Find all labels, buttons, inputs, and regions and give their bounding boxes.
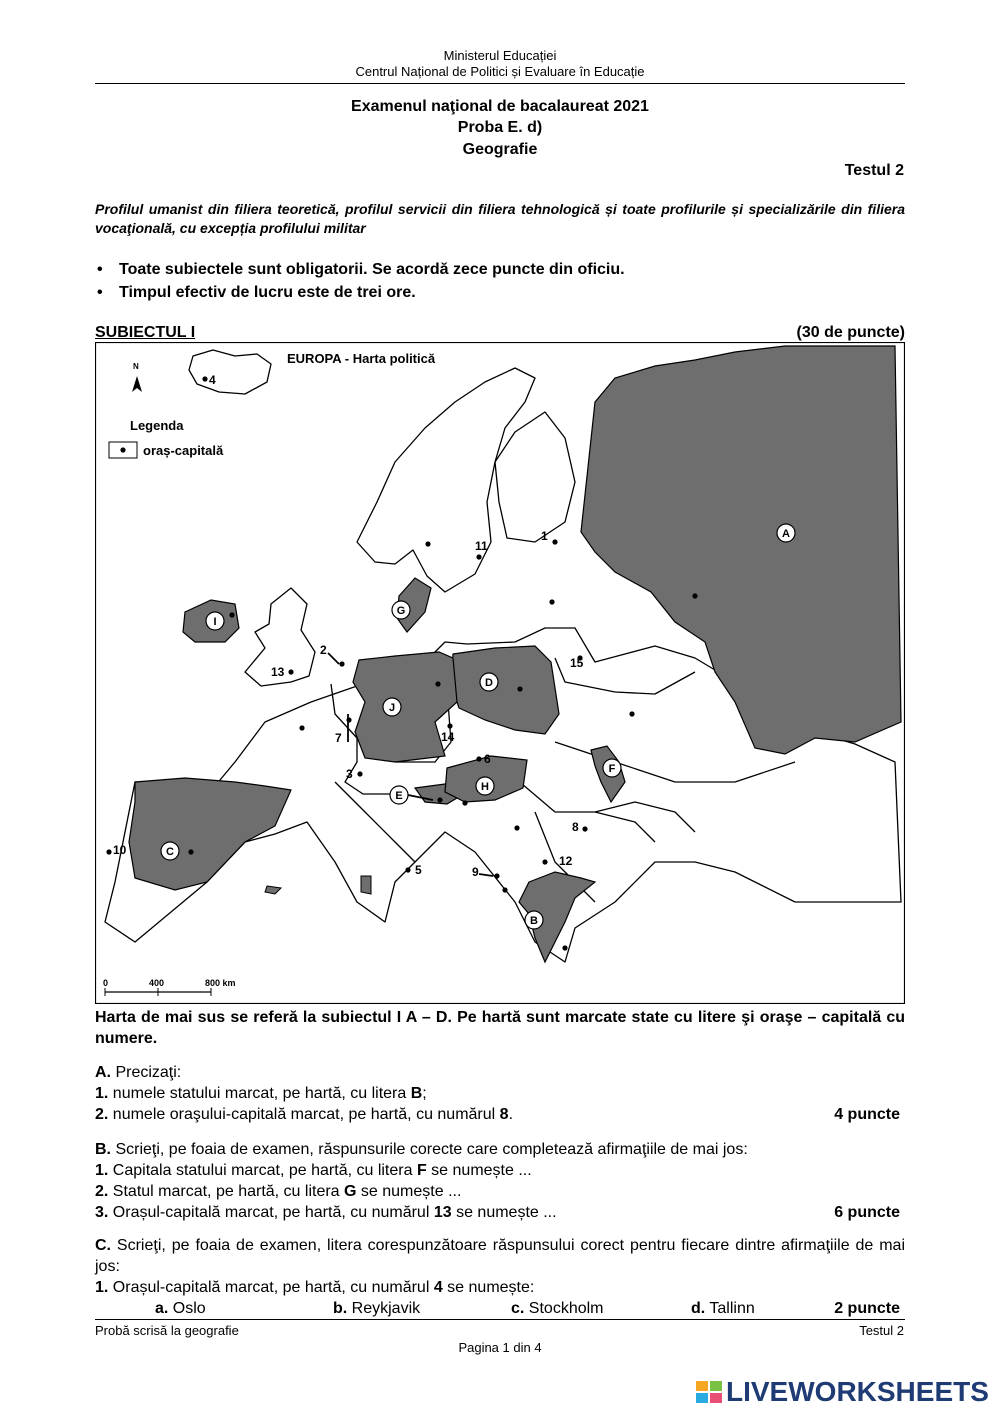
liveworksheets-logo: [696, 1378, 992, 1406]
question-a-item-2: 2. numele oraşului-capitală marcat, pe hartă, cu numărul 8. 4 puncte: [95, 1106, 900, 1123]
question-c-item-1: 1. Orașul-capitală marcat, pe hartă, cu numărul 4 se numește:: [95, 1279, 535, 1296]
center-name: Centrul Național de Politici și Evaluare în Educație: [355, 64, 645, 79]
legend-title: Legenda: [130, 418, 184, 433]
letter-e: E: [395, 790, 403, 802]
number-8: 8: [572, 820, 579, 834]
question-b: [95, 1139, 905, 1223]
letter-h: H: [481, 781, 489, 793]
scale-label-800: 800 km: [205, 978, 236, 988]
letter-b: B: [530, 915, 538, 927]
number-10: 10: [113, 843, 127, 857]
header-rule: [95, 83, 905, 84]
number-9: 9: [472, 865, 479, 879]
number-15: 15: [570, 656, 584, 670]
number-11: 11: [475, 539, 488, 553]
option-a[interactable]: a. Oslo: [155, 1300, 206, 1317]
number-12: 12: [559, 854, 573, 868]
state-j-germany: [353, 652, 457, 762]
profile-text: Profilul umanist din filiera teoretică, profilul servicii din filiera tehnologică și toate profilurile și specializările din filiera vocaţională, cu excepția profilului militar: [95, 201, 905, 236]
number-7: 7: [335, 731, 342, 745]
instruction-item: • Toate subiectele sunt obligatorii. Se acordă zece puncte din oficiu.: [95, 258, 905, 281]
section-header: [95, 323, 905, 343]
section-title: SUBIECTUL I: [95, 324, 196, 341]
footer-left: Probă scrisă la geografie: [95, 1323, 239, 1338]
letter-c: C: [166, 846, 174, 858]
question-c-options: [95, 1298, 905, 1319]
instruction-item: • Timpul efectiv de lucru este de trei ore.: [95, 281, 905, 304]
europe-political-map: [95, 342, 905, 1004]
section-points: (30 de puncte): [796, 324, 905, 341]
question-a: [95, 1062, 905, 1125]
footer-right: Testul 2: [859, 1323, 904, 1338]
number-3: 3: [346, 767, 353, 781]
option-c[interactable]: c. Stockholm: [511, 1300, 604, 1317]
number-13: 13: [271, 665, 285, 679]
ministry-name: Ministerul Educației: [443, 48, 557, 63]
map-intro: Harta de mai sus se referă la subiectul I A – D. Pe hartă sunt marcate state cu litere şi oraşe – capitală cu numere.: [95, 1009, 905, 1047]
exam-subject: Geografie: [462, 141, 538, 158]
legend-item: oraș-capitală: [143, 443, 224, 458]
legend-dot-icon: [120, 447, 125, 452]
watermark-text: LIVEWORKSHEETS: [726, 1376, 989, 1407]
instructions-list: [95, 258, 905, 304]
scale-label-400: 400: [149, 978, 165, 988]
page-number: Pagina 1 din 4: [458, 1340, 542, 1355]
question-b-label: B.: [95, 1141, 111, 1158]
question-b-item-3: 3. Orașul-capitală marcat, pe hartă, cu numărul 13 se numește ... 6 puncte: [95, 1204, 900, 1221]
letter-f: F: [608, 763, 616, 775]
letter-a: A: [782, 528, 790, 540]
question-b-points: 6 puncte: [834, 1204, 900, 1221]
question-a-label: A.: [95, 1064, 111, 1081]
letter-g: G: [396, 605, 406, 617]
question-a-points: 4 puncte: [834, 1106, 900, 1123]
question-c-instruction: Scrieţi, pe foaia de examen, litera corespunzătoare răspunsului corect pentru fiecare dintre afirmaţiile de mai jos:: [95, 1237, 905, 1275]
map-title: EUROPA - Harta politică: [287, 351, 436, 366]
letter-d: D: [485, 677, 493, 689]
question-a-instruction: Precizaţi:: [115, 1064, 182, 1081]
footer-rule: [95, 1319, 905, 1320]
question-b-item-1: 1. Capitala statului marcat, pe hartă, cu litera F se numește ...: [95, 1162, 532, 1179]
question-a-item-1: 1. numele statului marcat, pe hartă, cu litera B;: [95, 1085, 427, 1102]
question-b-instruction: Scrieţi, pe foaia de examen, răspunsurile corecte care completează afirmaţiile de mai jos:: [115, 1141, 748, 1158]
letter-j: J: [388, 702, 396, 714]
exam-proba: Proba E. d): [457, 119, 543, 136]
question-c: [95, 1235, 905, 1319]
question-b-item-2: 2. Statul marcat, pe hartă, cu litera G se numește ...: [95, 1183, 462, 1200]
option-b[interactable]: b. Reykjavik: [333, 1300, 421, 1317]
scale-label-0: 0: [103, 978, 109, 988]
number-6: 6: [484, 752, 491, 766]
number-5: 5: [415, 863, 422, 877]
exam-title: Examenul naţional de bacalaureat 2021: [351, 98, 649, 115]
logo-icon: [696, 1381, 722, 1403]
number-2: 2: [320, 643, 327, 657]
option-d[interactable]: d. Tallinn: [691, 1300, 755, 1317]
number-1: 1: [541, 529, 548, 543]
island-corsica: [361, 876, 371, 894]
number-14: 14: [441, 730, 455, 744]
test-number: Testul 2: [844, 162, 904, 179]
number-4: 4: [209, 373, 216, 387]
letter-i: I: [213, 616, 217, 628]
question-c-points: 2 puncte: [834, 1300, 900, 1317]
question-c-label: C.: [95, 1237, 111, 1254]
north-label: N: [133, 362, 139, 371]
